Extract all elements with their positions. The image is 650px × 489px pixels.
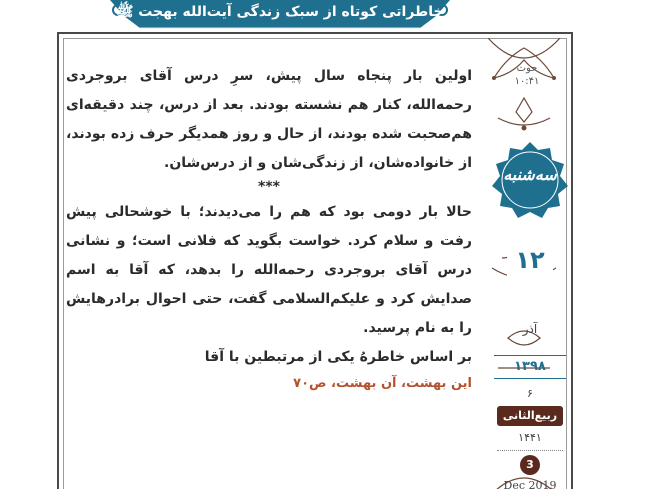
paragraph-1: اولین بار پنجاه سال پیش، سرِ درس آقای بروجردی رحمه‌الله، کنار هم نشسته بودند. بعد از درس، چند دقیقه‌ای هم‌صحبت شده بودند، از حال و روز همدیگر حرف زده بودند، از خانواده‌شان، از زندگی‌شان و از درس‌شان. <box>66 68 472 171</box>
gregorian-month: Dec 2019 <box>503 479 557 489</box>
hut-time: ۱۰:۴۱ <box>514 76 540 87</box>
shamsi-year: ۱۳۹۸ <box>494 355 566 379</box>
day-name: سه‌شنبه <box>503 165 557 184</box>
separator: *** <box>258 179 280 195</box>
hut-label: حوت <box>516 63 538 74</box>
paragraph-2: حالا بار دومی بود که هم را می‌دیدند؛ با خوشحالی پیش رفت و سلام کرد. خواست بگوید که فلانی است؛ و نشانی درس آقای بروجردی رحمه‌الله را بدهد، که آقا به اسم صدایش کرد و علیکم‌السلامی گفت، حتی احوال برادرهایش را به نام پرسید. <box>66 204 472 336</box>
narrator-line: بر اساس خاطرهُ یکی از مرتبطین با آقا <box>204 349 472 365</box>
gregorian-day: 3 <box>520 455 540 475</box>
divider <box>497 450 563 451</box>
hijri-month: ربیع‌الثانی <box>497 406 563 426</box>
source-citation: این بهشت، آن بهشت، ص۷۰ <box>293 376 472 391</box>
shamsi-month: آذر <box>522 322 538 336</box>
hijri-year: ۱۴۴۱ <box>518 431 542 444</box>
hut-label-block <box>502 62 552 88</box>
header-banner <box>110 0 450 32</box>
day-number: ۱۲ <box>515 246 545 274</box>
hijri-day: ۶ <box>527 387 533 400</box>
header-title: خاطراتی کوتاه از سبک زندگی آیت‌الله بهجت ﷺ <box>116 4 444 20</box>
main-content <box>66 62 472 397</box>
